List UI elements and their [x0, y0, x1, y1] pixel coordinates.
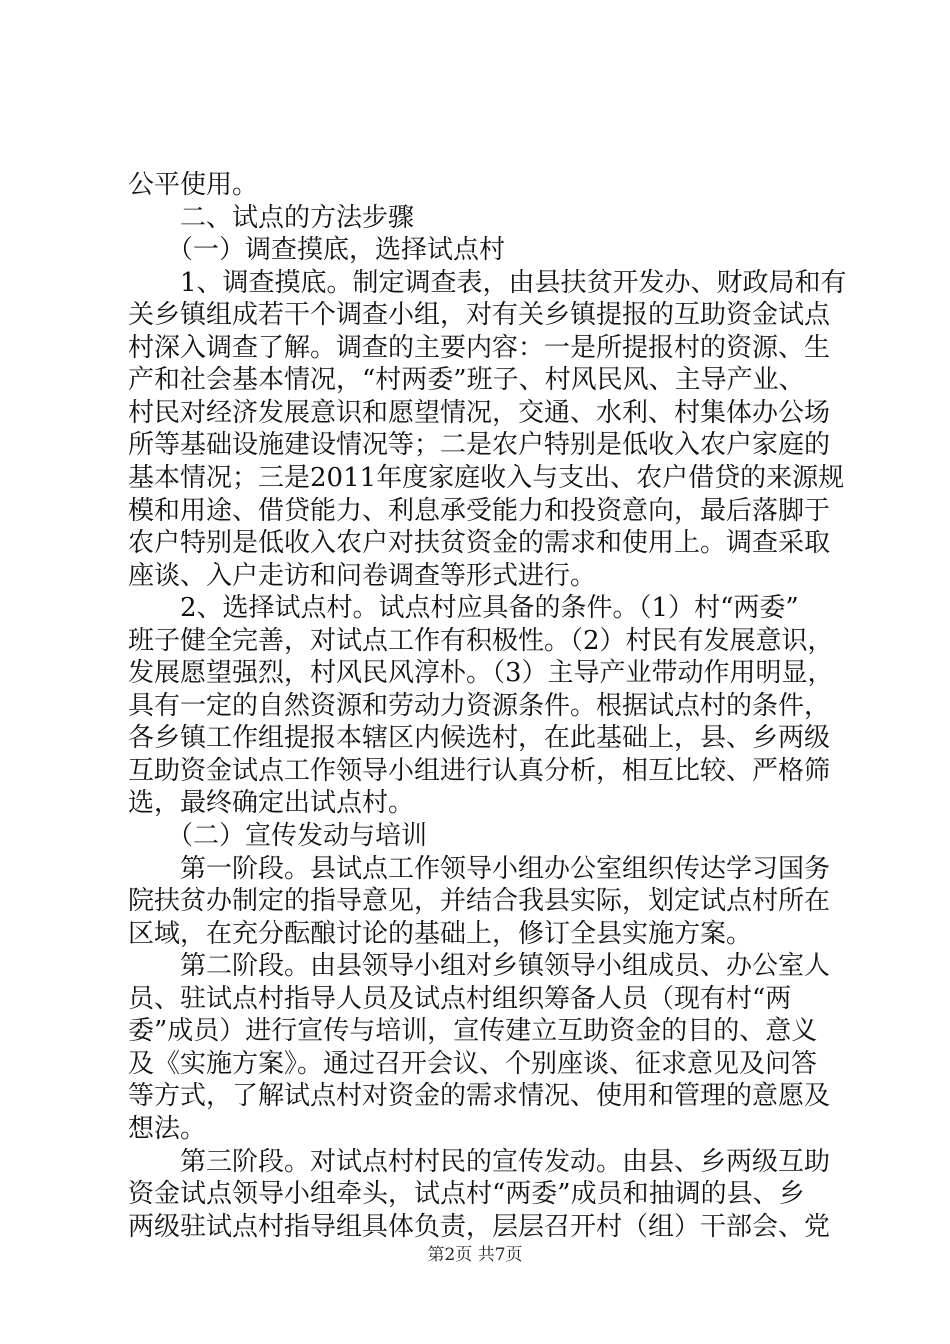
text-line: 两级驻试点村指导组具体负责，层层召开村（组）干部会、党: [128, 1212, 831, 1242]
text-line: 院扶贫办制定的指导意见，并结合我县实际，划定试点村所在: [128, 886, 831, 916]
text-line: 产和社会基本情况，“村两委”班子、村风民风、主导产业、: [128, 365, 805, 395]
text-line: 及《实施方案》。通过召开会议、个别座谈、征求意见及问答: [128, 1049, 818, 1079]
text-line: 第一阶段。县试点工作领导小组办公室组织传达学习国务: [128, 854, 831, 884]
text-line: 班子健全完善，对试点工作有积极性。（2）村民有发展意识，: [128, 626, 834, 656]
text-line: 农户特别是低收入农户对扶贫资金的需求和使用上。调查采取: [128, 528, 831, 558]
text-line: 发展愿望强烈，村风民风淳朴。（3）主导产业带动作用明显，: [128, 658, 834, 688]
text-line: 基本情况；三是2011年度家庭收入与支出、农户借贷的来源规: [128, 463, 845, 493]
text-line: 关乡镇组成若干个调查小组，对有关乡镇提报的互助资金试点: [128, 300, 831, 330]
text-line: 座谈、入户走访和问卷调查等形式进行。: [128, 561, 597, 591]
text-line: 委”成员）进行宣传与培训，宣传建立互助资金的目的、意义: [128, 1016, 818, 1046]
text-line: 第二阶段。由县领导小组对乡镇领导小组成员、办公室人: [128, 951, 831, 981]
text-line: （二）宣传发动与培训: [128, 821, 428, 851]
text-line: 具有一定的自然资源和劳动力资源条件。根据试点村的条件，: [128, 691, 831, 721]
text-line: 模和用途、借贷能力、利息承受能力和投资意向，最后落脚于: [128, 496, 831, 526]
text-line: 村民对经济发展意识和愿望情况，交通、水利、村集体办公场: [128, 398, 831, 428]
page-footer: 第2页 共7页: [427, 1245, 523, 1265]
text-line: 想法。: [128, 1114, 207, 1144]
text-line: 员、驻试点村指导人员及试点村组织筹备人员（现有村“两: [128, 984, 792, 1014]
text-line: 资金试点领导小组牵头，试点村“两委”成员和抽调的县、乡: [128, 1179, 805, 1209]
text-line: 2、选择试点村。试点村应具备的条件。（1）村“两委”: [128, 593, 799, 623]
text-line: 各乡镇工作组提报本辖区内候选村，在此基础上，县、乡两级: [128, 723, 831, 753]
text-line: 二、试点的方法步骤: [128, 203, 415, 233]
text-line: 所等基础设施建设情况等；二是农户特别是低收入农户家庭的: [128, 430, 831, 460]
text-line: 选，最终确定出试点村。: [128, 788, 415, 818]
text-line: 互助资金试点工作领导小组进行认真分析，相互比较、严格筛: [128, 756, 831, 786]
text-line: （一）调查摸底，选择试点村: [128, 235, 506, 265]
text-line: 等方式，了解试点村对资金的需求情况、使用和管理的意愿及: [128, 1081, 831, 1111]
text-line: 第三阶段。对试点村村民的宣传发动。由县、乡两级互助: [128, 1147, 831, 1177]
text-line: 1、调查摸底。制定调查表，由县扶贫开发办、财政局和有: [128, 268, 847, 298]
text-line: 公平使用。: [128, 170, 259, 200]
text-line: 村深入调查了解。调查的主要内容：一是所提报村的资源、生: [128, 333, 831, 363]
text-line: 区域，在充分酝酿讨论的基础上，修订全县实施方案。: [128, 919, 753, 949]
